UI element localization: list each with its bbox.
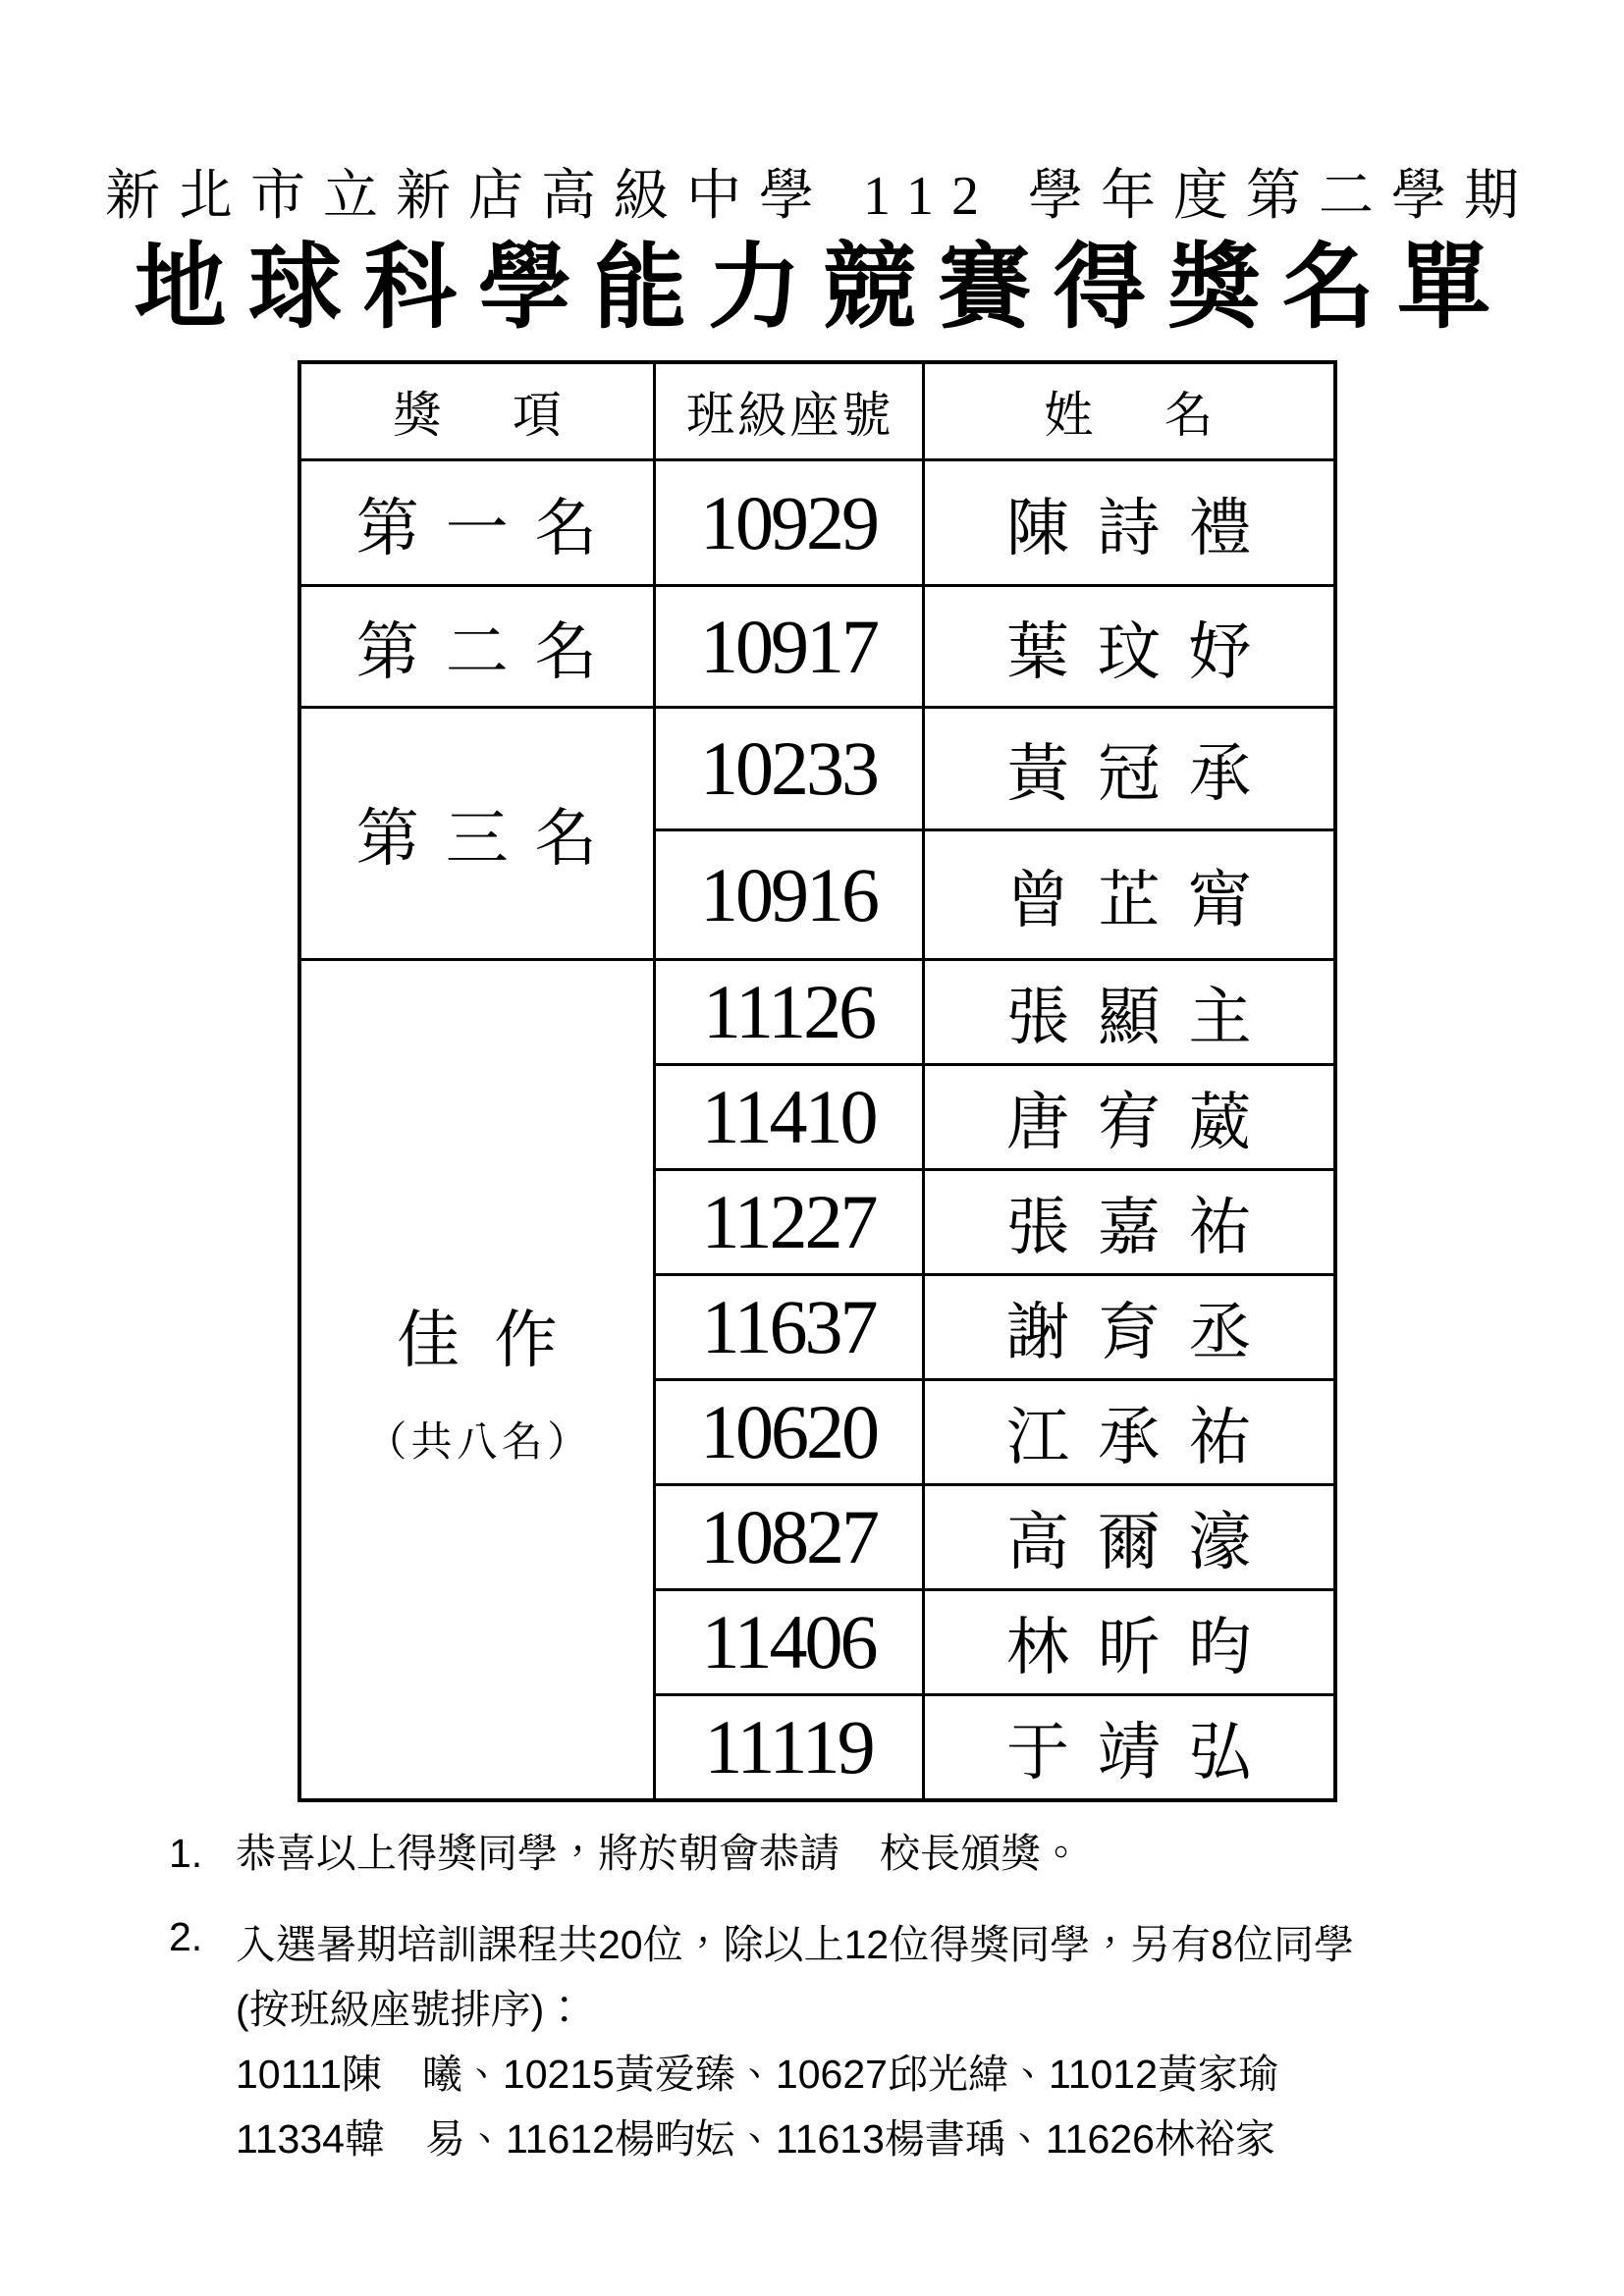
name-cell: 唐宥葳 [923, 1065, 1335, 1170]
award-cell [299, 960, 654, 1800]
class-no-cell: 10620 [654, 1380, 923, 1485]
name-cell: 謝育丞 [923, 1275, 1335, 1380]
class-no-cell: 11119 [654, 1695, 923, 1800]
name-cell: 于靖弘 [923, 1695, 1335, 1800]
note-line: 11334韓 易、11612楊畇妘、11613楊書瑀、11626林裕家 [236, 2115, 1275, 2162]
note-line: 入選暑期培訓課程共20位，除以上12位得獎同學，另有8位同學 [236, 1921, 1355, 1967]
name-cell: 張顯主 [923, 960, 1335, 1065]
page-title: 地球科學能力競賽得獎名單 [133, 235, 1512, 340]
note-number: 1. [169, 1830, 203, 1876]
table-row [299, 960, 1335, 1065]
note-line: 恭喜以上得獎同學，將於朝會恭請 校長頒獎。 [236, 1830, 1081, 1876]
name-cell: 高爾濠 [923, 1485, 1335, 1590]
class-no-cell: 11410 [654, 1065, 923, 1170]
table-row [299, 586, 1335, 708]
name-cell: 張嘉祐 [923, 1170, 1335, 1275]
name-cell: 葉玟妤 [923, 586, 1335, 708]
note-item [169, 1829, 1465, 1879]
col-header-award: 獎 項 [299, 362, 654, 460]
note-line: (按班級座號排序)： [236, 1986, 585, 2032]
page-subtitle: 新北市立新店高級中學 112 學年度第二學期 [105, 166, 1537, 227]
award-label: 佳作 [397, 1306, 592, 1376]
note-line: 10111陳 曦、10215黃爱臻、10627邱光緯、11012黃家瑜 [236, 2051, 1278, 2097]
class-no-cell: 11406 [654, 1590, 923, 1695]
col-header-class-no: 班級座號 [654, 362, 923, 460]
award-cell: 第一名 [299, 460, 654, 586]
class-no-cell: 11227 [654, 1170, 923, 1275]
footer-notes [169, 1829, 1465, 2171]
table-row [299, 460, 1335, 586]
note-item [169, 1912, 1465, 2171]
class-no-cell: 10827 [654, 1485, 923, 1590]
class-no-cell: 10233 [654, 708, 923, 830]
class-no-cell: 10916 [654, 830, 923, 960]
note-body [236, 1829, 1465, 1879]
name-cell: 黃冠承 [923, 708, 1335, 830]
class-no-cell: 11637 [654, 1275, 923, 1380]
table-header-row [299, 362, 1335, 460]
note-number: 2. [169, 1913, 203, 1959]
note-body [236, 1912, 1465, 2171]
award-count-note: （共八名） [365, 1420, 593, 1467]
name-cell: 陳詩禮 [923, 460, 1335, 586]
table-row [299, 708, 1335, 830]
col-header-name: 姓 名 [923, 362, 1335, 460]
name-cell: 林昕昀 [923, 1590, 1335, 1695]
awards-table [298, 360, 1337, 1802]
name-cell: 曾芷甯 [923, 830, 1335, 960]
class-no-cell: 10929 [654, 460, 923, 586]
award-cell: 第三名 [299, 708, 654, 960]
class-no-cell: 11126 [654, 960, 923, 1065]
award-cell: 第二名 [299, 586, 654, 708]
name-cell: 江承祐 [923, 1380, 1335, 1485]
class-no-cell: 10917 [654, 586, 923, 708]
